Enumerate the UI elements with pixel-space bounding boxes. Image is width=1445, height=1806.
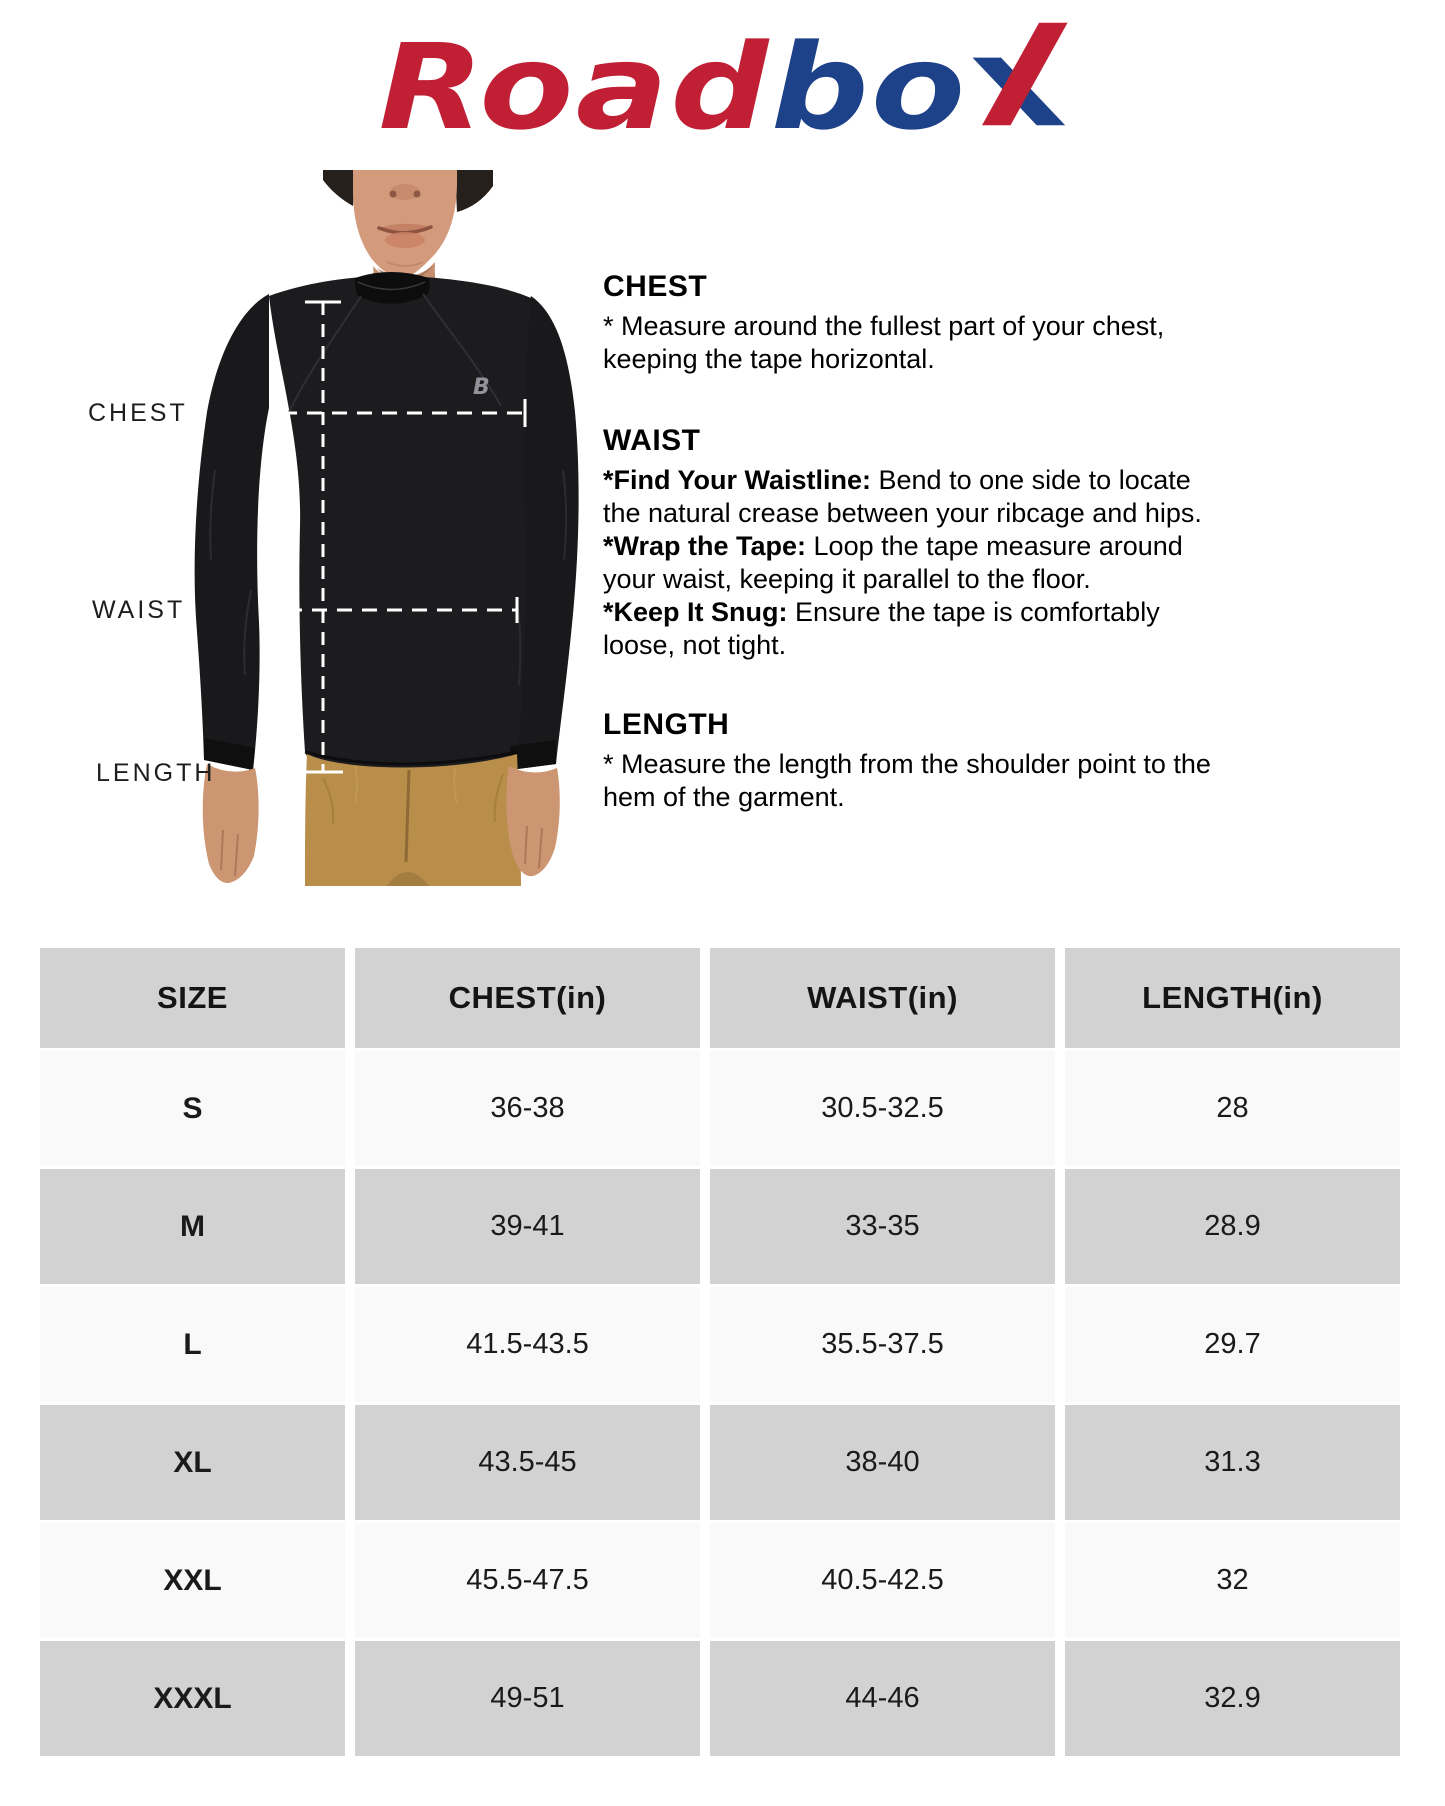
instruction-line: loose, not tight. — [603, 630, 787, 660]
table-cell: 28 — [1065, 1051, 1400, 1166]
header-cell-chest: CHEST(in) — [355, 948, 700, 1048]
table-cell: 30.5-32.5 — [710, 1051, 1055, 1166]
instruction-line: hem of the garment. — [603, 782, 845, 812]
table-cell: XL — [40, 1405, 345, 1520]
brand-logo — [0, 16, 1445, 156]
table-cell: 38-40 — [710, 1405, 1055, 1520]
nostril-right — [414, 191, 421, 198]
table-cell: 29.7 — [1065, 1287, 1400, 1402]
table-cell: 32.9 — [1065, 1641, 1400, 1756]
size-table — [40, 948, 1400, 1756]
table-cell: XXXL — [40, 1641, 345, 1756]
instruction-line: keeping the tape horizontal. — [603, 344, 935, 374]
table-cell: 36-38 — [355, 1051, 700, 1166]
table-cell: 33-35 — [710, 1169, 1055, 1284]
table-cell: 31.3 — [1065, 1405, 1400, 1520]
logo-box-text: bo — [770, 18, 968, 156]
brand-logo-text — [378, 16, 1067, 156]
chest-label: CHEST — [88, 399, 188, 427]
table-cell: S — [40, 1051, 345, 1166]
table-cell: 39-41 — [355, 1169, 700, 1284]
header-cell-size: SIZE — [40, 948, 345, 1048]
table-cell: 28.9 — [1065, 1169, 1400, 1284]
table-cell: 32 — [1065, 1523, 1400, 1638]
waist-label: WAIST — [92, 596, 186, 624]
table-cell: 43.5-45 — [355, 1405, 700, 1520]
instruction-line: * Measure around the fullest part of your chest, — [603, 311, 1165, 341]
instruction-line: *Keep It Snug: Ensure the tape is comfortably — [603, 597, 1160, 627]
length-label: LENGTH — [96, 759, 216, 787]
table-cell: M — [40, 1169, 345, 1284]
logo-x-icon-svg — [967, 18, 1067, 130]
measuring-instructions — [603, 270, 1243, 814]
shirt-left-sleeve — [195, 294, 269, 770]
instruction-line: *Wrap the Tape: Loop the tape measure around — [603, 531, 1183, 561]
logo-x-icon — [967, 16, 1067, 128]
instruction-line: *Find Your Waistline: Bend to one side to locate — [603, 465, 1191, 495]
table-cell: 45.5-47.5 — [355, 1523, 700, 1638]
header-cell-length: LENGTH(in) — [1065, 948, 1400, 1048]
lower-lip — [385, 232, 425, 248]
instruction-heading-waist: WAIST — [603, 424, 701, 457]
instruction-line: * Measure the length from the shoulder point to the — [603, 749, 1211, 779]
header-cell-waist: WAIST(in) — [710, 948, 1055, 1048]
instruction-line: the natural crease between your ribcage and hips. — [603, 498, 1202, 528]
table-cell: 41.5-43.5 — [355, 1287, 700, 1402]
table-cell: XXL — [40, 1523, 345, 1638]
instruction-line: your waist, keeping it parallel to the floor. — [603, 564, 1091, 594]
table-cell: L — [40, 1287, 345, 1402]
shirt-chest-logo: B — [473, 375, 490, 400]
table-cell: 35.5-37.5 — [710, 1287, 1055, 1402]
nostril-left — [390, 191, 397, 198]
instruction-heading-chest: CHEST — [603, 270, 708, 303]
instruction-section-length — [603, 708, 1243, 814]
table-cell: 40.5-42.5 — [710, 1523, 1055, 1638]
hair-right — [455, 170, 493, 212]
instruction-heading-length: LENGTH — [603, 708, 730, 741]
pants — [305, 754, 521, 886]
table-cell: 44-46 — [710, 1641, 1055, 1756]
measurement-diagram — [0, 170, 610, 890]
table-cell: 49-51 — [355, 1641, 700, 1756]
logo-road-text: Road — [378, 18, 771, 156]
shirt-torso — [269, 276, 531, 774]
hair-left — [323, 170, 355, 206]
instruction-section-chest — [603, 270, 1243, 376]
instruction-section-waist — [603, 424, 1243, 662]
